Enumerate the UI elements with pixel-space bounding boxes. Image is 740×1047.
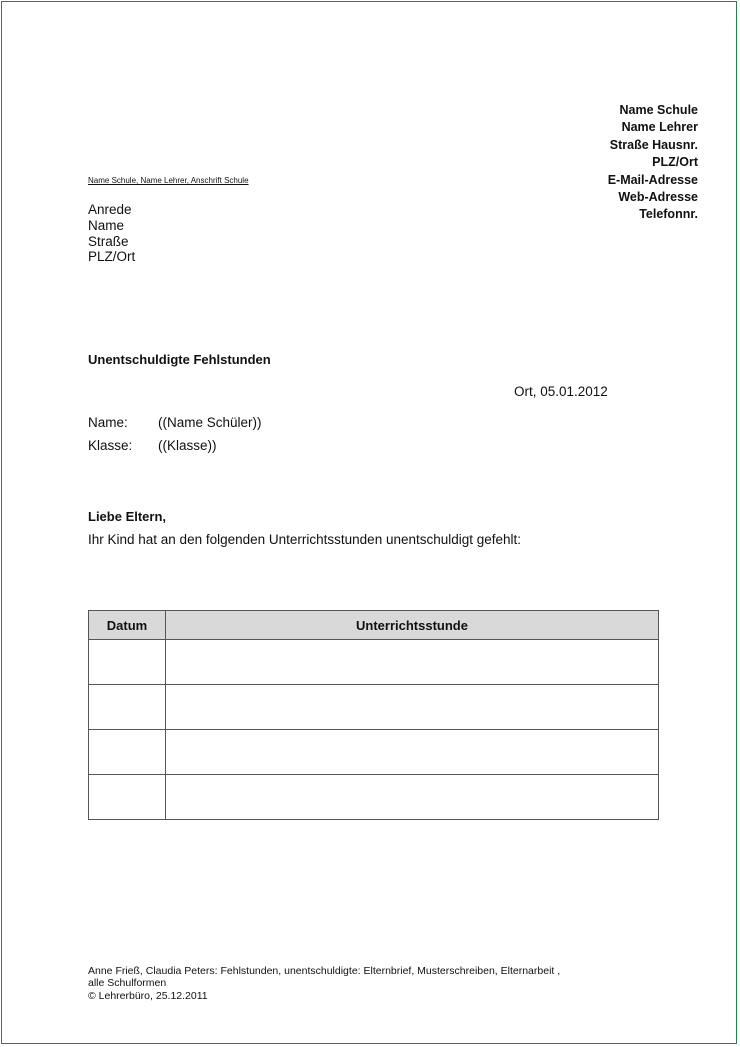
sender-line: Web-Adresse <box>618 190 698 205</box>
column-header-lesson: Unterrichtsstunde <box>166 611 659 640</box>
intro-text: Ihr Kind hat an den folgenden Unterrichtsstunden unentschuldigt gefehlt: <box>88 532 522 547</box>
student-name-label: Name: <box>88 415 128 430</box>
date-cell[interactable] <box>89 685 166 730</box>
student-class-value: ((Klasse)) <box>158 438 217 453</box>
recipient-line: PLZ/Ort <box>88 249 136 265</box>
lesson-cell[interactable] <box>166 775 659 820</box>
recipient-line: Anrede <box>88 202 132 217</box>
lesson-cell[interactable] <box>166 640 659 685</box>
sender-line: PLZ/Ort <box>652 155 698 170</box>
footer-line: alle Schulformen <box>88 977 167 990</box>
sender-line: E-Mail-Adresse <box>607 172 698 187</box>
student-name-row <box>88 415 262 430</box>
sender-line: Name Schule <box>619 103 698 117</box>
table-row <box>89 775 659 820</box>
lesson-cell[interactable] <box>166 730 659 775</box>
date-cell[interactable] <box>89 640 166 685</box>
place-date: Ort, 05.01.2012 <box>514 384 608 399</box>
footer <box>88 965 560 1002</box>
absence-table <box>88 610 659 820</box>
subject-line: Unentschuldigte Fehlstunden <box>88 352 271 367</box>
date-cell[interactable] <box>89 730 166 775</box>
table-row <box>89 640 659 685</box>
salutation: Liebe Eltern, <box>88 509 167 524</box>
return-address: Name Schule, Name Lehrer, Anschrift Schule <box>88 176 249 185</box>
sender-line: Telefonnr. <box>639 207 698 222</box>
sender-block <box>608 102 698 224</box>
table-row <box>89 730 659 775</box>
student-name-value: ((Name Schüler)) <box>158 415 262 430</box>
footer-line: © Lehrerbüro, 25.12.2011 <box>88 989 208 1002</box>
sender-line: Name Lehrer <box>621 120 698 135</box>
table-row <box>89 685 659 730</box>
recipient-block <box>88 202 135 265</box>
recipient-line: Name <box>88 217 125 233</box>
sender-line: Straße Hausnr. <box>609 137 698 152</box>
recipient-line: Straße <box>88 233 129 249</box>
table-header-row <box>89 611 659 640</box>
footer-line: Anne Frieß, Claudia Peters: Fehlstunden, unentschuldigte: Elternbrief, Musterschreiben, Elternarbeit , <box>88 965 561 977</box>
lesson-cell[interactable] <box>166 685 659 730</box>
student-class-row <box>88 438 217 453</box>
date-cell[interactable] <box>89 775 166 820</box>
student-class-label: Klasse: <box>88 438 133 453</box>
column-header-date: Datum <box>89 611 166 640</box>
